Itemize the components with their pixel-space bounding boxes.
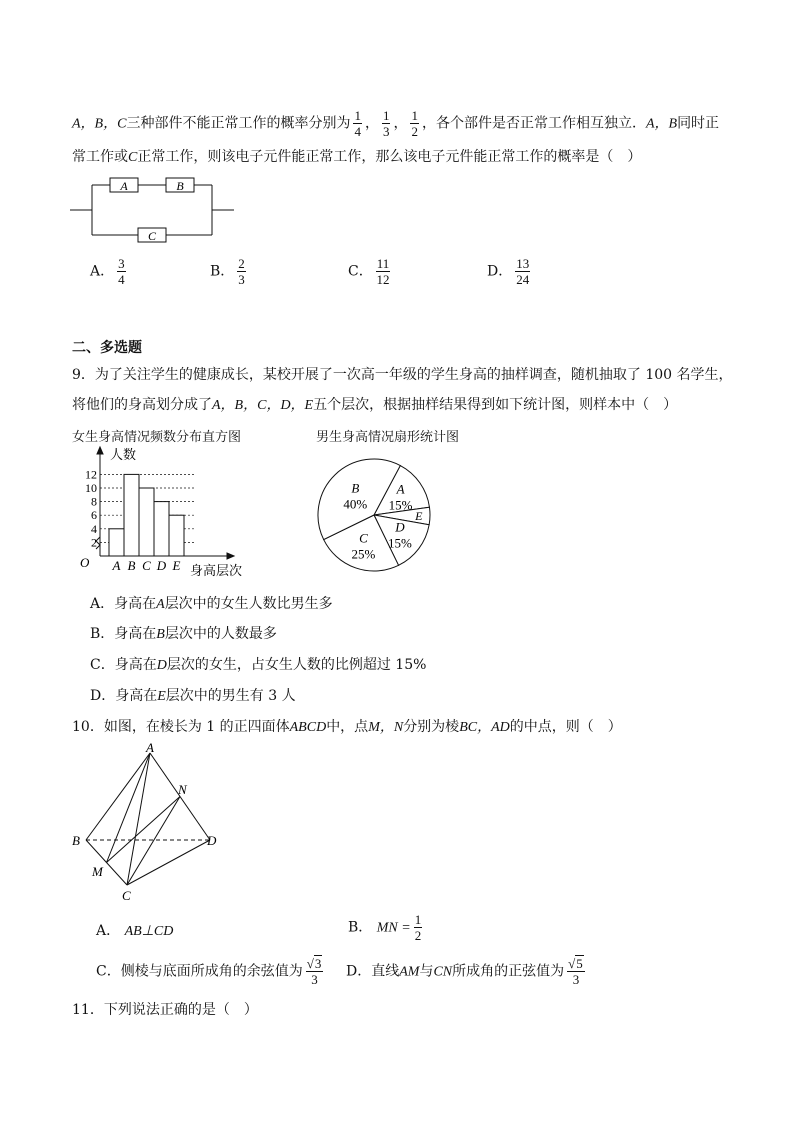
hist-xtick-label: D — [156, 558, 167, 573]
q8-c: C — [128, 150, 138, 165]
q10-post: 的中点，则（ ） — [509, 719, 622, 735]
q8-line2-post: 正常工作，则该电子元件能正常工作，那么该电子元件能正常工作的概率是（ ） — [137, 149, 642, 165]
hist-yticks — [85, 467, 97, 549]
q9-line2 — [72, 394, 677, 414]
pie-label-b: B — [351, 480, 360, 496]
q8-option-a-label: A． — [90, 263, 115, 280]
q8-option-c[interactable] — [348, 256, 393, 287]
q9-option-b-letter: B — [156, 627, 165, 642]
q9-option-a-letter: A — [156, 597, 165, 612]
hist-xtick-label: E — [172, 558, 181, 573]
q9-option-c-letter: D — [156, 658, 167, 673]
q10-option-d-pre: D．直线 — [346, 963, 400, 980]
q9-option-d[interactable] — [90, 685, 296, 705]
q10-option-b[interactable] — [348, 912, 425, 943]
q8-option-d-den: 24 — [516, 272, 530, 287]
q9-option-c-post: 层次的女生，占女生人数的比例超过 15% — [166, 657, 427, 673]
q9-line1: 9．为了关注学生的健康成长，某校开展了一次高一年级的学生身高的抽样调查，随机抽取了 100 名学生， — [72, 367, 733, 383]
q8-prob2-den: 3 — [382, 124, 390, 139]
q8-line1-text: 三种部件不能正常工作的概率分别为 — [126, 115, 351, 132]
hist-ytick-label: 8 — [91, 494, 97, 509]
q9-option-b-post: 层次中的人数最多 — [164, 626, 277, 642]
q10-option-c-frac — [306, 956, 324, 987]
q10-mid2: 分别为棱 — [403, 719, 460, 735]
hist-x-arrow — [227, 553, 234, 559]
hist-xlabels — [112, 558, 181, 573]
q8-option-c-label: C． — [348, 263, 373, 280]
tetra-label-a: A — [146, 740, 154, 755]
q10-option-a-math: AB⊥CD — [124, 924, 174, 939]
q9-option-a[interactable] — [90, 593, 333, 613]
q10-line — [72, 716, 622, 736]
q8-option-b-num: 2 — [238, 256, 245, 271]
q9-option-a-post: 层次中的女生人数比男生多 — [164, 596, 333, 612]
q8-prob2-num: 1 — [382, 108, 390, 123]
hist-bar-c — [139, 488, 154, 556]
q10-option-c-num: √3 — [306, 956, 322, 971]
q10-option-c-den: 3 — [311, 972, 318, 987]
q10-option-a[interactable] — [96, 920, 173, 940]
tetra-label-b: B — [72, 833, 80, 848]
q8-prob3 — [410, 108, 419, 139]
q10-mid: 中，点 — [326, 719, 369, 735]
circuit-label-a: A — [120, 179, 128, 193]
tetrahedron-diagram — [70, 740, 230, 905]
q8-line1-tail: 同时正 — [677, 115, 720, 132]
q9-line2-pre: 将他们的身高划分成了 — [72, 397, 212, 413]
q8-option-d-label: D． — [487, 263, 513, 280]
hist-bar-d — [154, 502, 169, 556]
q8-ab: A，B — [645, 116, 678, 132]
histogram — [72, 445, 262, 580]
q10-option-b-math: MN = — [376, 920, 411, 936]
q8-prob1-num: 1 — [354, 108, 361, 123]
q10-option-d-mid: 与 — [419, 963, 434, 980]
hist-ytick-label: 10 — [85, 481, 97, 495]
q10-option-b-frac — [414, 912, 423, 943]
hist-xtick-label: A — [112, 558, 121, 573]
q10-abcd: ABCD — [289, 720, 327, 735]
q10-edges: BC，AD — [459, 720, 510, 735]
pie-percent-c: 25% — [351, 546, 376, 562]
hist-xtick-label: B — [127, 558, 136, 573]
q8-option-d-num: 13 — [516, 256, 530, 271]
q9-option-d-pre: D．身高在 — [90, 688, 158, 704]
q10-option-d[interactable] — [346, 956, 588, 987]
q10-option-a-label: A． — [96, 923, 121, 939]
q8-option-a[interactable] — [90, 256, 129, 287]
pie-label-d: D — [395, 519, 405, 535]
q8-option-c-num: 11 — [376, 256, 390, 271]
q10-option-d-den: 3 — [572, 972, 580, 987]
q8-line1-post: ，各个部件是否正常工作相互独立． — [421, 115, 646, 132]
q10-option-b-den: 2 — [414, 928, 422, 943]
hist-title: 女生身高情况频数分布直方图 — [72, 430, 242, 445]
hist-bar-e — [169, 515, 184, 556]
circuit-label-c: C — [147, 229, 157, 243]
hist-ytick-label: 2 — [91, 535, 97, 550]
q10-mn: M，N — [368, 720, 404, 735]
q10-option-b-label: B． — [348, 919, 373, 936]
q9-option-b-pre: B．身高在 — [90, 626, 157, 642]
hist-bar-b — [124, 474, 139, 556]
q9-option-a-pre: A．身高在 — [90, 596, 157, 612]
hist-ylabel: 人数 — [110, 447, 137, 462]
q8-prob1-den: 4 — [354, 124, 361, 139]
q8-line2 — [72, 146, 641, 166]
q8-option-a-num: 3 — [118, 256, 125, 271]
q9-option-d-letter: E — [157, 689, 166, 704]
q8-option-c-den: 12 — [376, 272, 390, 287]
q8-line2-pre: 常工作或 — [72, 149, 128, 165]
q10-pre: 10．如图，在棱长为 1 的正四面体 — [72, 719, 290, 735]
q8-option-d-frac — [515, 256, 530, 287]
q8-prob3-num: 1 — [411, 108, 418, 123]
circuit-diagram — [70, 175, 240, 245]
hist-xlabel: 身高层次 — [190, 563, 243, 578]
hist-ytick-label: 4 — [91, 521, 97, 536]
q8-option-b-frac — [237, 256, 246, 287]
q8-option-c-frac — [376, 256, 391, 287]
q10-option-d-rad: 5 — [576, 956, 583, 971]
q8-option-d[interactable] — [487, 256, 533, 287]
pie-percent-b: 40% — [343, 496, 368, 512]
q8-option-b-label: B． — [210, 263, 235, 280]
pie-title: 男生身高情况扇形统计图 — [316, 430, 460, 445]
pie-chart — [312, 445, 442, 580]
q10-option-b-num: 1 — [414, 912, 422, 927]
q9-option-c-pre: C．身高在 — [90, 657, 157, 673]
circuit-label-b: B — [176, 179, 184, 193]
hist-bar-a — [109, 529, 124, 556]
hist-xtick-label: C — [142, 558, 151, 573]
q9-option-c[interactable] — [90, 654, 426, 674]
hist-ytick-label: 6 — [91, 508, 97, 523]
q10-option-c-rad: 3 — [314, 956, 322, 971]
q10-option-c-text: C．侧棱与底面所成角的余弦值为 — [96, 963, 303, 980]
q9-option-d-post: 层次中的男生有 3 人 — [165, 688, 296, 704]
q8-prob1 — [353, 108, 362, 139]
tetra-label-m: M — [92, 864, 103, 879]
q8-option-b[interactable] — [210, 256, 249, 287]
hist-origin: O — [80, 555, 90, 570]
q8-option-a-den: 4 — [118, 272, 125, 287]
q8-parts: A，B，C — [72, 116, 127, 132]
hist-y-arrow — [97, 447, 103, 454]
tetra-label-d: D — [207, 833, 217, 848]
pie-percent-a: 15% — [388, 497, 413, 513]
q8-sep2: ， — [393, 115, 408, 132]
q10-option-d-num: √5 — [568, 956, 583, 971]
q8-option-a-frac — [117, 256, 126, 287]
section-heading: 二、多选题 — [72, 340, 142, 356]
pie-label-a: A — [396, 481, 405, 497]
pie-label-e: E — [415, 508, 423, 523]
q9-line2-post: 五个层次，根据抽样结果得到如下统计图，则样本中（ ） — [313, 397, 678, 413]
q8-prob3-den: 2 — [411, 124, 418, 139]
q8-prob2 — [382, 108, 391, 139]
q10-option-d-post: 所成角的正弦值为 — [452, 963, 565, 980]
q9-option-b[interactable] — [90, 623, 277, 643]
q10-option-c[interactable] — [96, 956, 326, 987]
q8-line1 — [72, 108, 719, 139]
tetra-label-c: C — [122, 888, 131, 903]
q11-line: 11．下列说法正确的是（ ） — [72, 1002, 258, 1018]
q8-option-b-den: 3 — [238, 272, 245, 287]
q10-option-d-cn: CN — [433, 964, 453, 980]
q10-option-d-am: AM — [399, 964, 420, 980]
q8-sep1: ， — [364, 115, 379, 132]
hist-ytick-label: 12 — [85, 467, 97, 482]
pie-label-c: C — [359, 530, 368, 546]
tetra-label-n: N — [178, 782, 187, 797]
pie-percent-d: 15% — [388, 535, 412, 551]
q10-option-d-frac — [567, 956, 585, 987]
q9-levels: A，B，C，D，E — [212, 398, 314, 413]
